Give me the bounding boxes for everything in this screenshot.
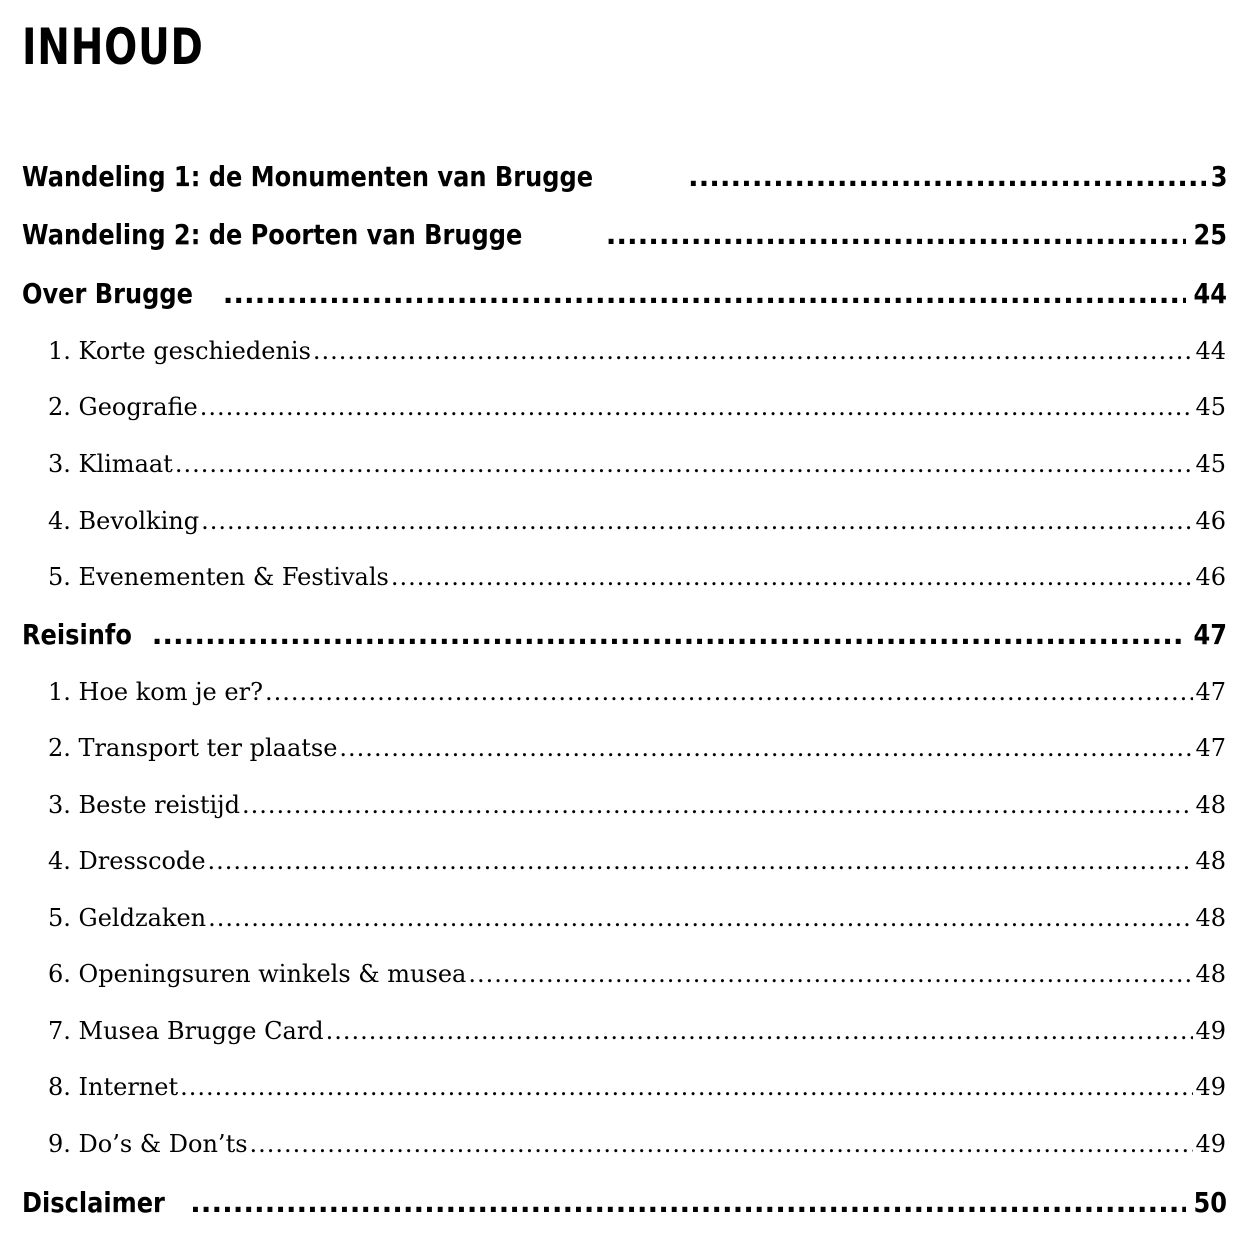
toc-entry-page: 48 [1195, 791, 1226, 819]
toc-entry-label: 3. Beste reistijd [48, 791, 240, 819]
dot-leader [391, 563, 1194, 591]
toc-entry-label: 2. Geografie [48, 393, 198, 421]
dot-leader [265, 678, 1194, 706]
toc-entry-page: 47 [1195, 678, 1226, 706]
dot-leader [606, 218, 1186, 251]
toc-entry-label: Over Brugge [22, 277, 193, 310]
toc-entry-page: 45 [1195, 393, 1226, 421]
dot-leader [175, 450, 1194, 478]
toc-entry-label: 5. Evenementen & Festivals [48, 563, 389, 591]
toc-entry-label: Disclaimer [22, 1186, 165, 1219]
toc-section-geografie[interactable] [48, 393, 1226, 441]
page-title: INHOUD [22, 18, 204, 76]
dot-leader [313, 337, 1194, 365]
toc-entry-label: 3. Klimaat [48, 450, 173, 478]
toc-entry-label: 8. Internet [48, 1073, 179, 1101]
dot-leader [326, 1017, 1194, 1045]
toc-chapter-over-brugge[interactable] [22, 277, 1227, 333]
toc-chapter-reisinfo[interactable] [22, 618, 1227, 674]
toc-entry-page: 46 [1195, 563, 1226, 591]
toc-chapter-disclaimer[interactable] [22, 1186, 1227, 1242]
toc-entry-page: 3 [1210, 160, 1227, 193]
toc-entry-label: 7. Musea Brugge Card [48, 1017, 324, 1045]
toc-section-beste-reistijd[interactable] [48, 791, 1226, 839]
toc-entry-label: 1. Hoe kom je er? [48, 678, 263, 706]
dot-leader [688, 160, 1206, 193]
dot-leader [250, 1130, 1194, 1158]
toc-entry-label: 6. Openingsuren winkels & musea [48, 960, 467, 988]
toc-entry-label: 4. Dresscode [48, 847, 206, 875]
dot-leader [180, 1073, 1193, 1101]
toc-entry-label: Wandeling 2: de Poorten van Brugge [22, 218, 523, 251]
toc-entry-label: 2. Transport ter plaatse [48, 734, 338, 762]
toc-entry-label: 9. Do’s & Don’ts [48, 1130, 248, 1158]
toc-entry-page: 48 [1195, 904, 1226, 932]
toc-section-bevolking[interactable] [48, 507, 1226, 555]
toc-section-evenementen[interactable] [48, 563, 1226, 611]
toc-entry-label: 4. Bevolking [48, 507, 200, 535]
toc-entry-page: 49 [1195, 1130, 1226, 1158]
dot-leader [190, 1186, 1186, 1219]
toc-entry-page: 50 [1193, 1186, 1227, 1219]
dot-leader [339, 734, 1193, 762]
toc-entry-label: Reisinfo [22, 618, 132, 651]
toc-section-transport[interactable] [48, 734, 1226, 782]
toc-entry-page: 46 [1195, 507, 1226, 535]
toc-entry-page: 48 [1195, 960, 1226, 988]
dot-leader [468, 960, 1193, 988]
toc-entry-label: Wandeling 1: de Monumenten van Brugge [22, 160, 594, 193]
toc-entry-page: 49 [1195, 1017, 1226, 1045]
toc-section-musea-brugge-card[interactable] [48, 1017, 1226, 1065]
toc-chapter-wandeling-1[interactable] [22, 160, 1227, 216]
toc-entry-page: 47 [1193, 618, 1227, 651]
toc-entry-label: 1. Korte geschiedenis [48, 337, 311, 365]
toc-entry-label: 5. Geldzaken [48, 904, 207, 932]
dot-leader [223, 277, 1186, 310]
toc-entry-page: 25 [1193, 218, 1227, 251]
toc-section-klimaat[interactable] [48, 450, 1226, 498]
toc-chapter-wandeling-2[interactable] [22, 218, 1227, 274]
toc-entry-page: 49 [1195, 1073, 1226, 1101]
toc-entry-page: 45 [1195, 450, 1226, 478]
toc-section-korte-geschiedenis[interactable] [48, 337, 1226, 385]
dot-leader [208, 847, 1194, 875]
dot-leader [152, 618, 1186, 651]
toc-entry-page: 44 [1193, 277, 1227, 310]
dot-leader [201, 507, 1193, 535]
toc-entry-page: 44 [1195, 337, 1226, 365]
toc-section-openingsuren[interactable] [48, 960, 1226, 1008]
toc-entry-page: 47 [1195, 734, 1226, 762]
toc-section-internet[interactable] [48, 1073, 1226, 1121]
dot-leader [242, 791, 1194, 819]
toc-entry-page: 48 [1195, 847, 1226, 875]
toc-section-hoe-kom-je-er[interactable] [48, 678, 1226, 726]
dot-leader [200, 393, 1194, 421]
toc-section-geldzaken[interactable] [48, 904, 1226, 952]
toc-section-dresscode[interactable] [48, 847, 1226, 895]
toc-section-dos-donts[interactable] [48, 1130, 1226, 1178]
dot-leader [208, 904, 1193, 932]
